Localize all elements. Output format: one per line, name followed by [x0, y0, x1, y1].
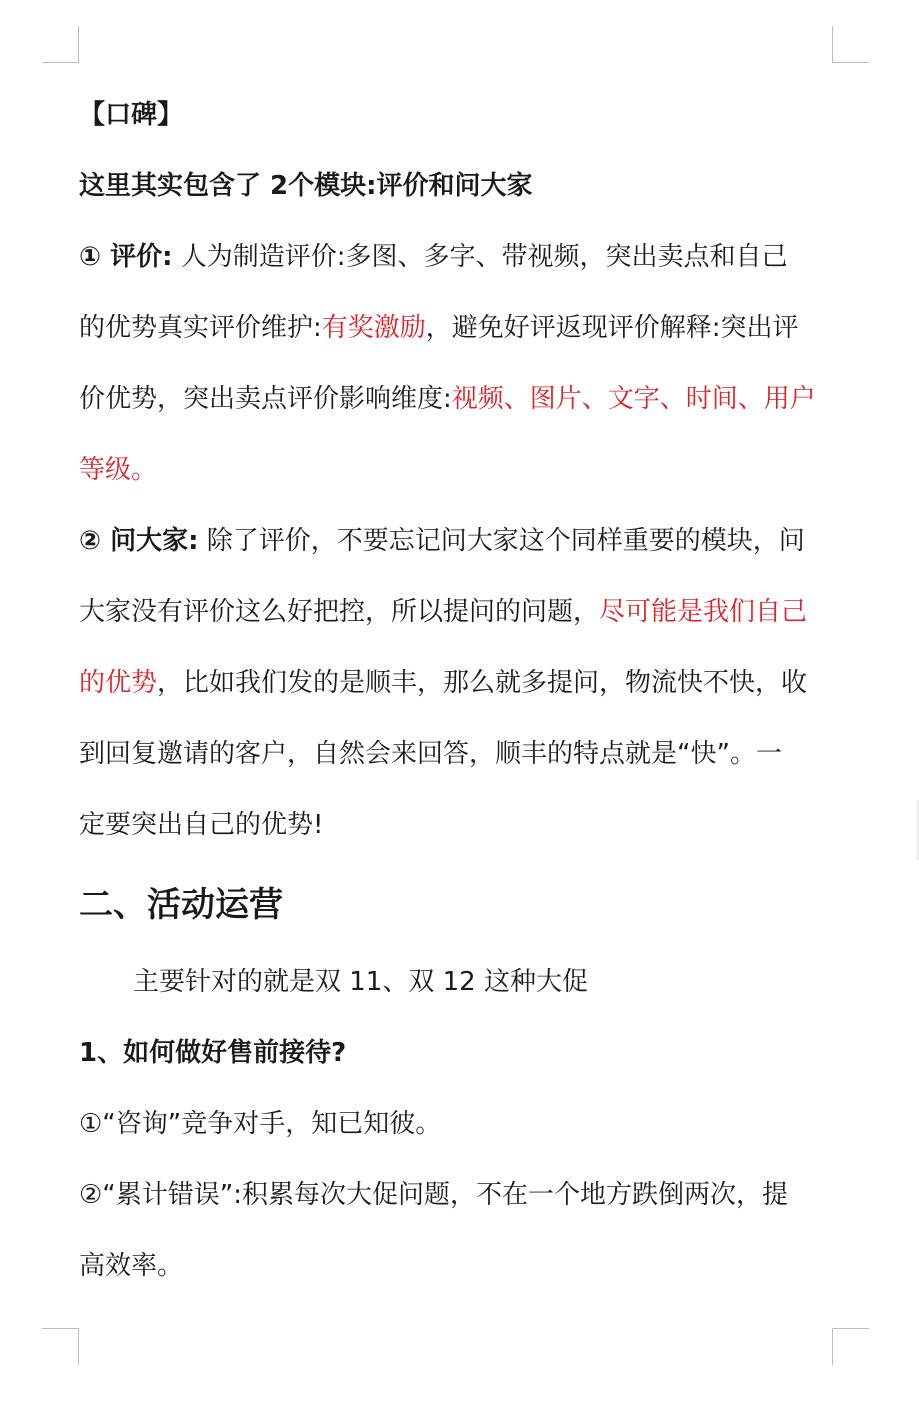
page-edge-shadow: [915, 800, 919, 860]
review-highlight-reward: 有奖激励: [321, 313, 426, 343]
review-text-3a: 价优势，突出卖点评价影响维度:: [79, 384, 452, 414]
ask-text-1: 除了评价，不要忘记问大家这个同样重要的模块，问: [206, 526, 805, 556]
ask-line-3: [79, 648, 833, 719]
reputation-heading: 【口碑】: [79, 100, 184, 130]
presale-item-1: ①“咨询”竞争对手，知已知彼。: [79, 1109, 442, 1139]
activity-heading: 二、活动运营: [79, 885, 283, 925]
ask-line-1: [79, 506, 833, 577]
ask-highlight-2: 的优势: [79, 668, 158, 698]
presale-item-2-line-1: ②“累计错误”:积累每次大促问题，不在一个地方跌倒两次，提: [79, 1180, 789, 1210]
ask-text-2a: 大家没有评价这么好把控，所以提问的问题，: [79, 597, 600, 627]
page-corner-mark-top-right: [832, 26, 869, 63]
review-text-1: 人为制造评价:多图、多字、带视频，突出卖点和自己: [180, 242, 788, 272]
review-label: ① 评价:: [79, 242, 173, 272]
reputation-subheading: 这里其实包含了 2个模块:评价和问大家: [79, 171, 533, 201]
page-corner-mark-bottom-right: [832, 1328, 869, 1365]
presale-heading: 1、如何做好售前接待?: [79, 1038, 347, 1068]
presale-item-2-line-2: 高效率。: [79, 1251, 184, 1281]
ask-highlight-1: 尽可能是我们自己: [599, 597, 808, 627]
activity-intro: 主要针对的就是双 11、双 12 这种大促: [133, 967, 588, 997]
review-text-2a: 的优势真实评价维护:: [79, 313, 322, 343]
review-line-1: [79, 222, 833, 293]
ask-label: ② 问大家:: [79, 526, 199, 556]
page-corner-mark-top-left: [42, 26, 79, 63]
review-line-2: [79, 293, 833, 364]
document-body: [79, 80, 833, 1302]
ask-line-5: 定要突出自己的优势!: [79, 810, 324, 840]
ask-text-3b: ，比如我们发的是顺丰，那么就多提问，物流快不快，收: [157, 668, 808, 698]
page-corner-mark-bottom-left: [42, 1328, 79, 1365]
review-highlight-dimensions: 视频、图片、文字、时间、用户: [451, 384, 816, 414]
review-line-3: [79, 364, 833, 435]
ask-line-4: 到回复邀请的客户，自然会来回答，顺丰的特点就是“快”。一: [79, 739, 782, 769]
review-text-2b: ，避免好评返现评价解释:突出评: [425, 313, 799, 343]
ask-line-2: [79, 577, 833, 648]
review-highlight-level: 等级。: [79, 455, 158, 485]
review-line-4: [79, 435, 833, 506]
